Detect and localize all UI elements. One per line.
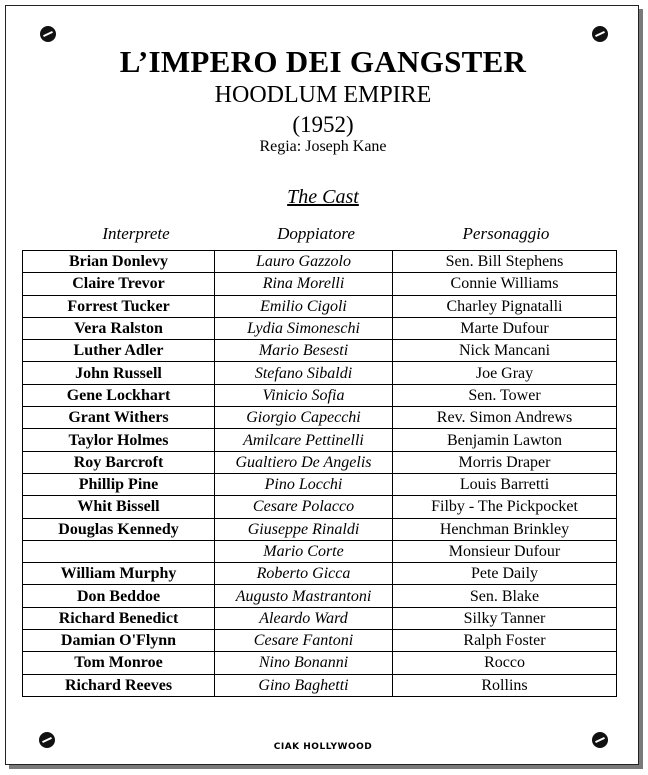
cast-plaque bbox=[5, 5, 639, 765]
table-row bbox=[23, 563, 617, 585]
ciak-hollywood-logo: CIAK HOLLYWOOD bbox=[273, 742, 373, 752]
cast-actor-name: Grant Withers bbox=[23, 407, 215, 429]
table-row bbox=[23, 362, 617, 384]
cast-dubber-name: Nino Bonanni bbox=[215, 652, 393, 674]
page-title: L’IMPERO DEI GANGSTER bbox=[119, 44, 527, 79]
screw-icon bbox=[592, 26, 608, 42]
table-row bbox=[23, 317, 617, 339]
table-row bbox=[23, 518, 617, 540]
cast-table bbox=[22, 250, 617, 697]
cast-dubber-name: Stefano Sibaldi bbox=[215, 362, 393, 384]
cast-actor-name: Phillip Pine bbox=[23, 473, 215, 495]
cast-dubber-name: Rina Morelli bbox=[215, 273, 393, 295]
table-row bbox=[23, 407, 617, 429]
cast-actor-name: Whit Bissell bbox=[23, 496, 215, 518]
cast-actor-name: Richard Benedict bbox=[23, 607, 215, 629]
cast-character-name: Louis Barretti bbox=[393, 473, 617, 495]
cast-actor-name: Douglas Kennedy bbox=[23, 518, 215, 540]
cast-character-name: Pete Daily bbox=[393, 563, 617, 585]
table-row bbox=[23, 652, 617, 674]
cast-actor-name: Luther Adler bbox=[23, 340, 215, 362]
table-row bbox=[23, 473, 617, 495]
director-credit: Regia: Joseph Kane bbox=[259, 138, 387, 155]
cast-heading: The Cast bbox=[287, 186, 359, 208]
cast-actor-name: Roy Barcroft bbox=[23, 451, 215, 473]
cast-actor-name: Vera Ralston bbox=[23, 317, 215, 339]
cast-character-name: Joe Gray bbox=[393, 362, 617, 384]
cast-dubber-name: Lauro Gazzolo bbox=[215, 251, 393, 273]
cast-actor-name: John Russell bbox=[23, 362, 215, 384]
original-title: HOODLUM EMPIRE bbox=[214, 82, 432, 108]
cast-dubber-name: Gino Baghetti bbox=[215, 674, 393, 696]
cast-dubber-name: Lydia Simoneschi bbox=[215, 317, 393, 339]
cast-dubber-name: Vinicio Sofia bbox=[215, 384, 393, 406]
cast-character-name: Sen. Tower bbox=[393, 384, 617, 406]
table-row bbox=[23, 607, 617, 629]
table-row bbox=[23, 496, 617, 518]
cast-character-name: Rollins bbox=[393, 674, 617, 696]
table-row bbox=[23, 295, 617, 317]
cast-dubber-name: Amilcare Pettinelli bbox=[215, 429, 393, 451]
table-row bbox=[23, 384, 617, 406]
cast-actor-name: Brian Donlevy bbox=[23, 251, 215, 273]
table-row bbox=[23, 251, 617, 273]
cast-actor-name: Richard Reeves bbox=[23, 674, 215, 696]
cast-dubber-name: Cesare Fantoni bbox=[215, 630, 393, 652]
cast-dubber-name: Aleardo Ward bbox=[215, 607, 393, 629]
cast-dubber-name: Giorgio Capecchi bbox=[215, 407, 393, 429]
cast-actor-name: Don Beddoe bbox=[23, 585, 215, 607]
cast-character-name: Silky Tanner bbox=[393, 607, 617, 629]
column-header-actor: Interprete bbox=[102, 224, 170, 243]
cast-character-name: Marte Dufour bbox=[393, 317, 617, 339]
cast-actor-name: Forrest Tucker bbox=[23, 295, 215, 317]
column-header-dubber: Doppiatore bbox=[277, 224, 355, 243]
cast-dubber-name: Augusto Mastrantoni bbox=[215, 585, 393, 607]
release-year: (1952) bbox=[292, 112, 354, 137]
cast-character-name: Sen. Bill Stephens bbox=[393, 251, 617, 273]
cast-character-name: Morris Draper bbox=[393, 451, 617, 473]
cast-dubber-name: Emilio Cigoli bbox=[215, 295, 393, 317]
cast-dubber-name: Gualtiero De Angelis bbox=[215, 451, 393, 473]
cast-character-name: Ralph Foster bbox=[393, 630, 617, 652]
cast-actor-name bbox=[23, 540, 215, 562]
table-row bbox=[23, 585, 617, 607]
cast-actor-name: Tom Monroe bbox=[23, 652, 215, 674]
table-row bbox=[23, 540, 617, 562]
cast-character-name: Connie Williams bbox=[393, 273, 617, 295]
table-row bbox=[23, 674, 617, 696]
column-header-character: Personaggio bbox=[462, 224, 550, 243]
table-row bbox=[23, 340, 617, 362]
cast-actor-name: Gene Lockhart bbox=[23, 384, 215, 406]
cast-character-name: Rocco bbox=[393, 652, 617, 674]
table-row bbox=[23, 273, 617, 295]
cast-dubber-name: Roberto Gicca bbox=[215, 563, 393, 585]
table-row bbox=[23, 451, 617, 473]
cast-character-name: Rev. Simon Andrews bbox=[393, 407, 617, 429]
cast-character-name: Filby - The Pickpocket bbox=[393, 496, 617, 518]
table-row bbox=[23, 429, 617, 451]
cast-dubber-name: Pino Locchi bbox=[215, 473, 393, 495]
cast-actor-name: Damian O'Flynn bbox=[23, 630, 215, 652]
screw-icon bbox=[40, 26, 56, 42]
cast-character-name: Sen. Blake bbox=[393, 585, 617, 607]
cast-dubber-name: Mario Besesti bbox=[215, 340, 393, 362]
cast-character-name: Nick Mancani bbox=[393, 340, 617, 362]
cast-character-name: Benjamin Lawton bbox=[393, 429, 617, 451]
cast-character-name: Henchman Brinkley bbox=[393, 518, 617, 540]
cast-actor-name: William Murphy bbox=[23, 563, 215, 585]
table-row bbox=[23, 630, 617, 652]
cast-character-name: Monsieur Dufour bbox=[393, 540, 617, 562]
cast-character-name: Charley Pignatalli bbox=[393, 295, 617, 317]
cast-actor-name: Claire Trevor bbox=[23, 273, 215, 295]
cast-dubber-name: Cesare Polacco bbox=[215, 496, 393, 518]
cast-dubber-name: Giuseppe Rinaldi bbox=[215, 518, 393, 540]
cast-actor-name: Taylor Holmes bbox=[23, 429, 215, 451]
cast-dubber-name: Mario Corte bbox=[215, 540, 393, 562]
